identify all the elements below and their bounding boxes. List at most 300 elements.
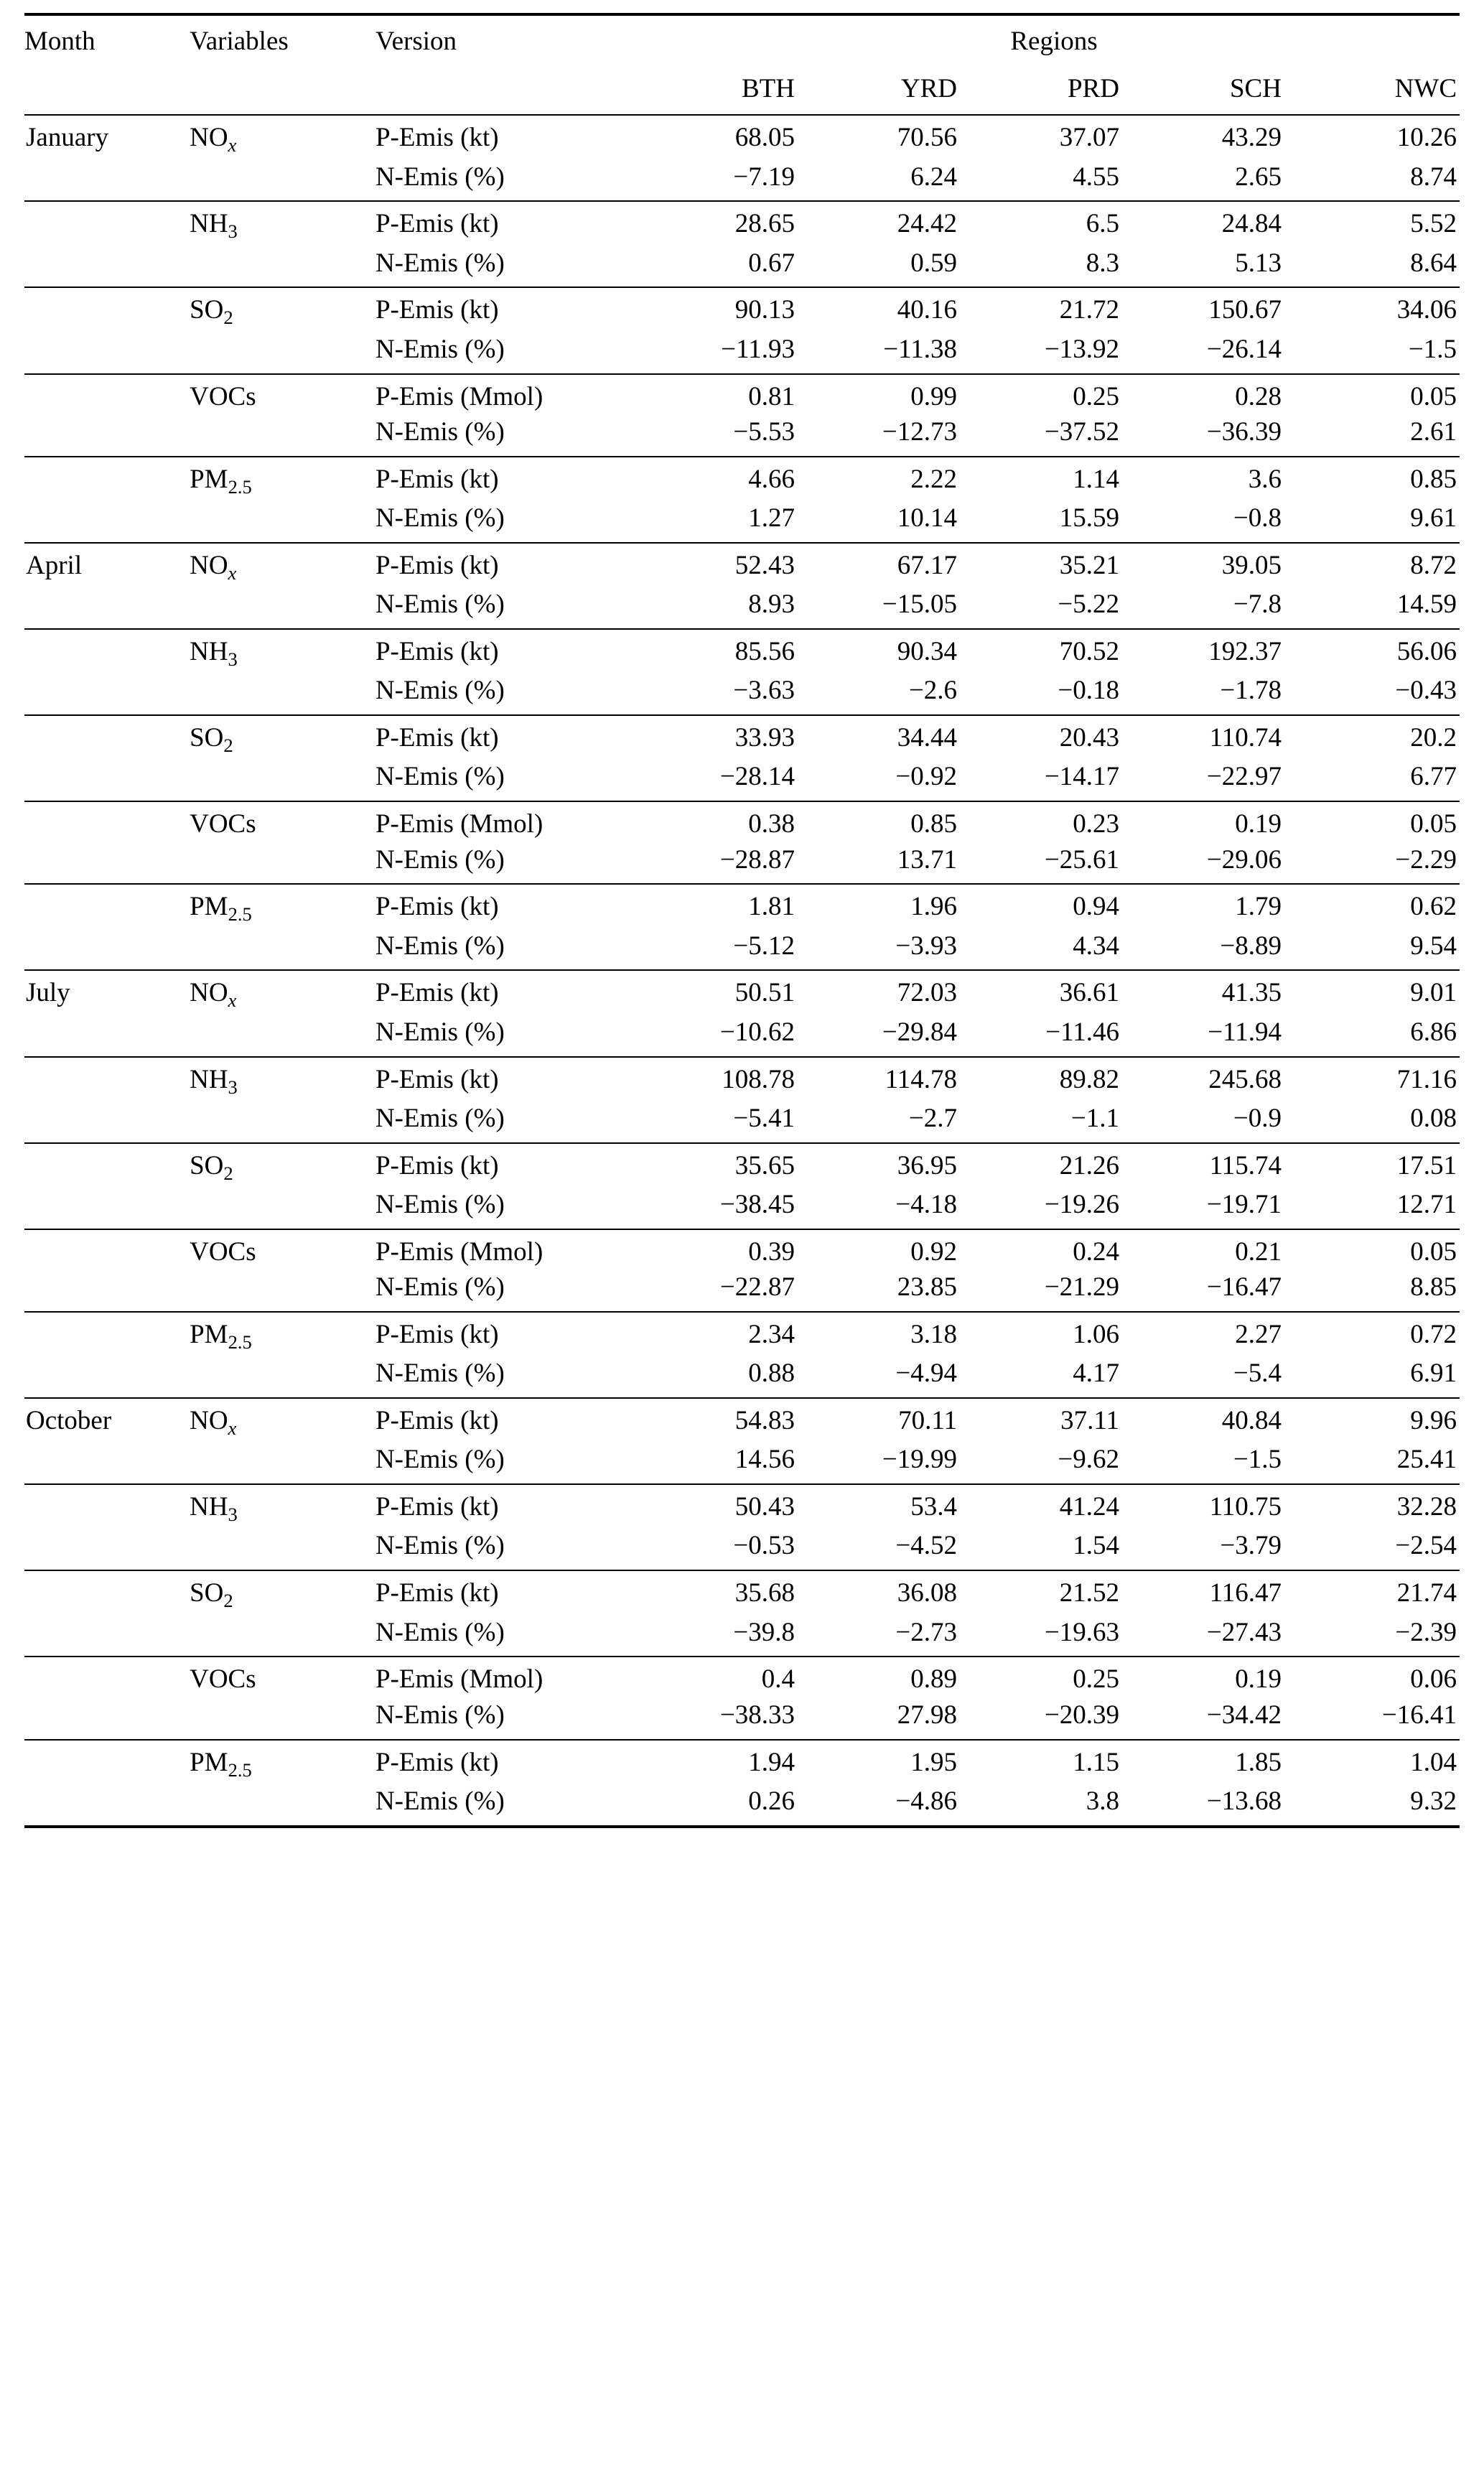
cell-value-prd: 70.52 xyxy=(973,629,1135,674)
cell-version: P-Emis (kt) xyxy=(375,457,648,501)
cell-month-empty xyxy=(24,1356,190,1398)
cell-value-yrd: 36.08 xyxy=(811,1570,973,1615)
cell-value-bth: 54.83 xyxy=(648,1398,811,1443)
table-row xyxy=(24,1443,1460,1484)
cell-value-prd: 3.8 xyxy=(1086,1786,1119,1816)
rule-cell xyxy=(973,1825,1135,1827)
cell-value-yrd: −0.92 xyxy=(895,762,957,792)
cell-value-nwc: 32.28 xyxy=(1297,1484,1460,1529)
cell-value-nwc: 21.74 xyxy=(1297,1570,1460,1615)
cell-value-yrd: 0.59 xyxy=(910,248,957,278)
cell-value-bth: 2.34 xyxy=(648,1312,811,1356)
cell-value-nwc: 9.96 xyxy=(1297,1398,1460,1443)
cell-version: P-Emis (kt) xyxy=(375,1312,648,1356)
cell-value-sch: −27.43 xyxy=(1206,1617,1282,1647)
cell-value-sch: 116.47 xyxy=(1135,1570,1297,1615)
cell-version: N-Emis (%) xyxy=(375,1272,505,1303)
cell-value-prd: −9.62 xyxy=(1058,1445,1119,1475)
cell-value-sch: −13.68 xyxy=(1206,1786,1282,1816)
cell-variable: $NO_x$ xyxy=(190,543,375,587)
cell-value-yrd: −3.93 xyxy=(895,931,957,961)
table-body xyxy=(24,115,1460,1826)
cell-value-yrd: 70.11 xyxy=(811,1398,973,1443)
cell-value-nwc: 0.05 xyxy=(1297,801,1460,843)
table-row xyxy=(24,1188,1460,1229)
table-row xyxy=(24,1698,1460,1740)
cell-value-yrd: 1.96 xyxy=(811,884,973,928)
cell-value-yrd: 0.99 xyxy=(811,374,973,416)
cell-value-bth: 0.67 xyxy=(748,248,795,278)
cell-version: N-Emis (%) xyxy=(375,1103,505,1133)
cell-value-sch: −1.5 xyxy=(1233,1445,1282,1475)
cell-month-empty xyxy=(24,1484,190,1529)
cell-month-empty xyxy=(24,1270,190,1312)
table-row xyxy=(24,801,1460,843)
rule-cell xyxy=(375,1825,648,1827)
cell-value-sch: −7.8 xyxy=(1233,590,1282,620)
cell-month-empty xyxy=(24,884,190,928)
cell-value-sch: −11.94 xyxy=(1208,1017,1282,1047)
cell-value-yrd: 0.92 xyxy=(811,1229,973,1271)
cell-version: P-Emis (kt) xyxy=(375,287,648,332)
cell-month-empty xyxy=(24,629,190,674)
cell-value-bth: −5.12 xyxy=(733,931,795,961)
table-row xyxy=(24,674,1460,715)
cell-value-yrd: −15.05 xyxy=(882,590,957,620)
cell-variable: $NO_x$ xyxy=(190,970,375,1015)
table-row xyxy=(24,1101,1460,1143)
cell-value-sch: 1.85 xyxy=(1135,1740,1297,1784)
cell-version: N-Emis (%) xyxy=(375,1531,505,1561)
cell-month-empty xyxy=(24,1229,190,1271)
cell-value-nwc: −2.54 xyxy=(1395,1531,1457,1561)
cell-value-yrd: 70.56 xyxy=(811,115,973,159)
cell-version: P-Emis (kt) xyxy=(375,115,648,159)
cell-version: P-Emis (kt) xyxy=(375,629,648,674)
cell-value-yrd: 0.85 xyxy=(811,801,973,843)
cell-value-prd: 1.14 xyxy=(973,457,1135,501)
cell-value-bth: 0.81 xyxy=(648,374,811,416)
cell-month-empty xyxy=(24,287,190,332)
table-row xyxy=(24,1740,1460,1784)
header-regions: Regions xyxy=(648,14,1460,65)
table-row xyxy=(24,1529,1460,1570)
cell-value-bth: −7.19 xyxy=(733,162,795,192)
cell-value-nwc: −0.43 xyxy=(1395,676,1457,706)
cell-version: P-Emis (Mmol) xyxy=(375,1229,648,1271)
cell-variable-empty xyxy=(190,246,375,288)
cell-value-yrd: −4.86 xyxy=(895,1786,957,1816)
cell-value-prd: 89.82 xyxy=(973,1057,1135,1101)
cell-variable: $SO_2$ xyxy=(190,1143,375,1188)
cell-value-yrd: 10.14 xyxy=(897,503,957,534)
rule-cell xyxy=(811,1825,973,1827)
cell-value-sch: 110.74 xyxy=(1135,715,1297,760)
cell-month-empty xyxy=(24,1698,190,1740)
cell-value-yrd: 27.98 xyxy=(897,1700,957,1730)
cell-value-prd: 6.5 xyxy=(973,201,1135,246)
cell-variable: $NO_x$ xyxy=(190,1398,375,1443)
table-row xyxy=(24,201,1460,246)
cell-value-prd: 0.24 xyxy=(973,1229,1135,1271)
cell-value-nwc: −2.39 xyxy=(1395,1617,1457,1647)
cell-month: July xyxy=(24,970,190,1015)
cell-value-nwc: −2.29 xyxy=(1395,844,1457,875)
table-row xyxy=(24,1356,1460,1398)
table-row xyxy=(24,1143,1460,1188)
cell-value-sch: −36.39 xyxy=(1206,417,1282,447)
cell-value-nwc: 9.54 xyxy=(1410,931,1457,961)
cell-value-bth: −5.41 xyxy=(733,1103,795,1133)
cell-value-prd: 21.26 xyxy=(973,1143,1135,1188)
cell-value-bth: 4.66 xyxy=(648,457,811,501)
cell-value-prd: −21.29 xyxy=(1044,1272,1119,1303)
cell-value-yrd: 13.71 xyxy=(897,844,957,875)
cell-value-sch: −29.06 xyxy=(1206,844,1282,875)
cell-value-yrd: −4.52 xyxy=(895,1531,957,1561)
cell-value-sch: −22.97 xyxy=(1206,762,1282,792)
cell-month: April xyxy=(24,543,190,587)
cell-value-bth: −38.45 xyxy=(719,1189,795,1219)
cell-value-bth: 0.4 xyxy=(648,1657,811,1698)
cell-value-nwc: 6.91 xyxy=(1410,1359,1457,1389)
cell-version: N-Emis (%) xyxy=(375,844,505,875)
rule-cell xyxy=(1135,1825,1297,1827)
cell-value-prd: 21.72 xyxy=(973,287,1135,332)
cell-variable: $PM_{2.5}$ xyxy=(190,1740,375,1784)
cell-value-nwc: 8.64 xyxy=(1410,248,1457,278)
cell-month-empty xyxy=(24,415,190,457)
cell-value-yrd: 53.4 xyxy=(811,1484,973,1529)
cell-variable: $SO_2$ xyxy=(190,1570,375,1615)
cell-value-yrd: 67.17 xyxy=(811,543,973,587)
cell-value-sch: −5.4 xyxy=(1233,1359,1282,1389)
cell-value-bth: 85.56 xyxy=(648,629,811,674)
cell-value-yrd: 23.85 xyxy=(897,1272,957,1303)
cell-value-sch: −34.42 xyxy=(1206,1700,1282,1730)
cell-value-bth: 68.05 xyxy=(648,115,811,159)
cell-value-yrd: −29.84 xyxy=(882,1017,957,1047)
table-row xyxy=(24,115,1460,159)
cell-value-prd: 4.55 xyxy=(1073,162,1119,192)
cell-value-bth: −0.53 xyxy=(733,1531,795,1561)
rule-cell xyxy=(1297,1825,1460,1827)
cell-value-nwc: 5.52 xyxy=(1297,201,1460,246)
cell-variable-empty xyxy=(190,760,375,801)
cell-version: P-Emis (kt) xyxy=(375,1398,648,1443)
cell-value-bth: 33.93 xyxy=(648,715,811,760)
cell-month-empty xyxy=(24,501,190,543)
cell-variable-empty xyxy=(190,1270,375,1312)
cell-variable-empty xyxy=(190,1784,375,1825)
table-row xyxy=(24,1015,1460,1057)
cell-version: N-Emis (%) xyxy=(375,1700,505,1730)
cell-value-bth: −39.8 xyxy=(733,1617,795,1647)
cell-value-yrd: 1.95 xyxy=(811,1740,973,1784)
cell-value-sch: 115.74 xyxy=(1135,1143,1297,1188)
cell-value-bth: −5.53 xyxy=(733,417,795,447)
cell-variable-empty xyxy=(190,1015,375,1057)
cell-value-sch: −3.79 xyxy=(1220,1531,1282,1561)
cell-value-nwc: 34.06 xyxy=(1297,287,1460,332)
cell-variable: VOCs xyxy=(190,1229,375,1271)
cell-value-bth: 0.38 xyxy=(648,801,811,843)
cell-version: P-Emis (kt) xyxy=(375,1143,648,1188)
cell-value-prd: 36.61 xyxy=(973,970,1135,1015)
cell-month-empty xyxy=(24,201,190,246)
table-row xyxy=(24,970,1460,1015)
cell-value-bth: 28.65 xyxy=(648,201,811,246)
cell-value-yrd: −2.73 xyxy=(895,1617,957,1647)
cell-value-bth: −28.14 xyxy=(719,762,795,792)
cell-month-empty xyxy=(24,457,190,501)
table-row xyxy=(24,415,1460,457)
cell-value-prd: 20.43 xyxy=(973,715,1135,760)
cell-variable: $PM_{2.5}$ xyxy=(190,884,375,928)
cell-value-sch: −26.14 xyxy=(1206,334,1282,364)
cell-variable: $SO_2$ xyxy=(190,715,375,760)
table-row xyxy=(24,843,1460,885)
cell-value-sch: 41.35 xyxy=(1135,970,1297,1015)
header-region-bth: BTH xyxy=(742,73,795,103)
cell-value-bth: −22.87 xyxy=(719,1272,795,1303)
cell-value-prd: 0.23 xyxy=(973,801,1135,843)
cell-version: P-Emis (kt) xyxy=(375,884,648,928)
cell-value-sch: 3.6 xyxy=(1135,457,1297,501)
cell-month-empty xyxy=(24,674,190,715)
cell-variable: $PM_{2.5}$ xyxy=(190,1312,375,1356)
cell-value-prd: 1.15 xyxy=(973,1740,1135,1784)
cell-month-empty xyxy=(24,1312,190,1356)
table-row xyxy=(24,1398,1460,1443)
cell-value-nwc: 0.06 xyxy=(1297,1657,1460,1698)
cell-variable-empty xyxy=(190,1443,375,1484)
cell-value-nwc: 56.06 xyxy=(1297,629,1460,674)
cell-value-yrd: 3.18 xyxy=(811,1312,973,1356)
cell-value-bth: −11.93 xyxy=(721,334,795,364)
header-version: Version xyxy=(375,14,648,65)
cell-value-nwc: 12.71 xyxy=(1396,1189,1457,1219)
cell-value-yrd: −2.7 xyxy=(908,1103,957,1133)
cell-value-yrd: −11.38 xyxy=(883,334,957,364)
cell-value-nwc: 1.04 xyxy=(1297,1740,1460,1784)
cell-value-bth: 1.27 xyxy=(748,503,795,534)
cell-version: P-Emis (kt) xyxy=(375,715,648,760)
cell-month-empty xyxy=(24,760,190,801)
cell-value-bth: 90.13 xyxy=(648,287,811,332)
cell-variable-empty xyxy=(190,929,375,971)
table-row xyxy=(24,374,1460,416)
table-row xyxy=(24,332,1460,374)
cell-version: N-Emis (%) xyxy=(375,1189,505,1219)
cell-version: N-Emis (%) xyxy=(375,931,505,961)
cell-version: P-Emis (Mmol) xyxy=(375,1657,648,1698)
table-row xyxy=(24,587,1460,629)
cell-value-sch: −0.8 xyxy=(1233,503,1282,534)
cell-version: N-Emis (%) xyxy=(375,1359,505,1389)
cell-version: N-Emis (%) xyxy=(375,590,505,620)
cell-value-sch: 110.75 xyxy=(1135,1484,1297,1529)
cell-value-nwc: 8.74 xyxy=(1410,162,1457,192)
cell-value-nwc: 14.59 xyxy=(1396,590,1457,620)
table-row xyxy=(24,246,1460,288)
cell-value-yrd: 0.89 xyxy=(811,1657,973,1698)
cell-variable: $PM_{2.5}$ xyxy=(190,457,375,501)
cell-value-nwc: 9.01 xyxy=(1297,970,1460,1015)
cell-value-sch: 43.29 xyxy=(1135,115,1297,159)
cell-value-sch: 0.28 xyxy=(1135,374,1297,416)
cell-value-nwc: −16.41 xyxy=(1381,1700,1457,1730)
cell-value-sch: 2.65 xyxy=(1235,162,1282,192)
cell-variable-empty xyxy=(190,1698,375,1740)
cell-value-prd: −5.22 xyxy=(1058,590,1119,620)
rule-cell xyxy=(24,1825,190,1827)
cell-value-bth: 52.43 xyxy=(648,543,811,587)
cell-version: N-Emis (%) xyxy=(375,417,505,447)
cell-version: P-Emis (kt) xyxy=(375,1740,648,1784)
cell-value-nwc: 9.61 xyxy=(1410,503,1457,534)
rule-cell xyxy=(190,1825,375,1827)
table-row xyxy=(24,457,1460,501)
cell-value-nwc: −1.5 xyxy=(1408,334,1457,364)
cell-month-empty xyxy=(24,246,190,288)
cell-month-empty xyxy=(24,160,190,202)
cell-value-bth: −3.63 xyxy=(733,676,795,706)
cell-month-empty xyxy=(24,1143,190,1188)
cell-month-empty xyxy=(24,587,190,629)
cell-variable: $NH_3$ xyxy=(190,1484,375,1529)
cell-variable-empty xyxy=(190,843,375,885)
cell-value-prd: −14.17 xyxy=(1044,762,1119,792)
cell-value-yrd: 114.78 xyxy=(811,1057,973,1101)
cell-value-prd: −37.52 xyxy=(1044,417,1119,447)
cell-variable-empty xyxy=(190,415,375,457)
cell-variable-empty xyxy=(190,1101,375,1143)
table-row xyxy=(24,287,1460,332)
table-row xyxy=(24,1570,1460,1615)
cell-value-yrd: 6.24 xyxy=(910,162,957,192)
cell-value-prd: 37.11 xyxy=(973,1398,1135,1443)
table-head xyxy=(24,14,1460,115)
cell-variable-empty xyxy=(190,1188,375,1229)
cell-value-prd: −19.26 xyxy=(1044,1189,1119,1219)
cell-value-bth: 14.56 xyxy=(734,1445,795,1475)
cell-value-nwc: 0.62 xyxy=(1297,884,1460,928)
cell-version: P-Emis (kt) xyxy=(375,1057,648,1101)
cell-version: N-Emis (%) xyxy=(375,1617,505,1647)
cell-version: N-Emis (%) xyxy=(375,248,505,278)
cell-value-prd: 35.21 xyxy=(973,543,1135,587)
cell-month-empty xyxy=(24,801,190,843)
cell-value-sch: 0.21 xyxy=(1135,1229,1297,1271)
table-row xyxy=(24,629,1460,674)
cell-variable-empty xyxy=(190,332,375,374)
cell-month-empty xyxy=(24,374,190,416)
cell-value-yrd: −19.99 xyxy=(882,1445,957,1475)
cell-month-empty xyxy=(24,929,190,971)
cell-value-nwc: 0.05 xyxy=(1297,374,1460,416)
cell-value-bth: 50.51 xyxy=(648,970,811,1015)
cell-value-sch: 192.37 xyxy=(1135,629,1297,674)
cell-month-empty xyxy=(24,843,190,885)
cell-value-sch: −16.47 xyxy=(1206,1272,1282,1303)
cell-variable-empty xyxy=(190,160,375,202)
cell-value-prd: 0.25 xyxy=(973,374,1135,416)
cell-value-bth: 1.81 xyxy=(648,884,811,928)
cell-value-bth: 50.43 xyxy=(648,1484,811,1529)
cell-variable: $SO_2$ xyxy=(190,287,375,332)
cell-version: P-Emis (Mmol) xyxy=(375,374,648,416)
table-row xyxy=(24,1229,1460,1271)
cell-variable: $NH_3$ xyxy=(190,629,375,674)
cell-version: N-Emis (%) xyxy=(375,503,505,534)
cell-value-sch: 150.67 xyxy=(1135,287,1297,332)
cell-value-prd: 37.07 xyxy=(973,115,1135,159)
cell-value-bth: 35.65 xyxy=(648,1143,811,1188)
cell-variable-empty xyxy=(190,501,375,543)
header-month: Month xyxy=(24,14,190,65)
cell-value-prd: −13.92 xyxy=(1044,334,1119,364)
header-spacer-3 xyxy=(375,65,648,116)
cell-version: P-Emis (kt) xyxy=(375,970,648,1015)
table-row xyxy=(24,760,1460,801)
header-region-yrd: YRD xyxy=(900,73,957,103)
cell-version: P-Emis (kt) xyxy=(375,543,648,587)
cell-value-yrd: −12.73 xyxy=(882,417,957,447)
cell-version: N-Emis (%) xyxy=(375,162,505,192)
header-region-sch: SCH xyxy=(1229,73,1282,103)
cell-value-prd: 8.3 xyxy=(1086,248,1119,278)
table-row xyxy=(24,1312,1460,1356)
cell-value-yrd: 72.03 xyxy=(811,970,973,1015)
header-row-top xyxy=(24,14,1460,65)
cell-value-sch: 0.19 xyxy=(1135,1657,1297,1698)
cell-value-yrd: 40.16 xyxy=(811,287,973,332)
cell-value-prd: 21.52 xyxy=(973,1570,1135,1615)
cell-variable-empty xyxy=(190,674,375,715)
cell-value-sch: −0.9 xyxy=(1233,1103,1282,1133)
cell-value-nwc: 25.41 xyxy=(1396,1445,1457,1475)
header-spacer-2 xyxy=(190,65,375,116)
cell-value-sch: 5.13 xyxy=(1235,248,1282,278)
cell-value-bth: 8.93 xyxy=(748,590,795,620)
cell-version: N-Emis (%) xyxy=(375,762,505,792)
table-row xyxy=(24,715,1460,760)
cell-value-prd: 4.34 xyxy=(1073,931,1119,961)
cell-month-empty xyxy=(24,1740,190,1784)
cell-version: P-Emis (kt) xyxy=(375,201,648,246)
cell-month-empty xyxy=(24,715,190,760)
cell-value-sch: 40.84 xyxy=(1135,1398,1297,1443)
cell-value-nwc: 10.26 xyxy=(1297,115,1460,159)
table-bottom-rule xyxy=(24,1825,1460,1827)
cell-version: P-Emis (kt) xyxy=(375,1484,648,1529)
table-row xyxy=(24,1784,1460,1825)
cell-variable: $NH_3$ xyxy=(190,1057,375,1101)
cell-value-sch: 24.84 xyxy=(1135,201,1297,246)
table-row xyxy=(24,1657,1460,1698)
cell-value-nwc: 17.51 xyxy=(1297,1143,1460,1188)
cell-value-nwc: 2.61 xyxy=(1410,417,1457,447)
cell-value-bth: 0.88 xyxy=(748,1359,795,1389)
table-row xyxy=(24,1057,1460,1101)
cell-version: N-Emis (%) xyxy=(375,676,505,706)
table-row xyxy=(24,543,1460,587)
cell-value-nwc: 0.72 xyxy=(1297,1312,1460,1356)
table-row xyxy=(24,1616,1460,1657)
emissions-table xyxy=(24,13,1460,1828)
table-row xyxy=(24,929,1460,971)
